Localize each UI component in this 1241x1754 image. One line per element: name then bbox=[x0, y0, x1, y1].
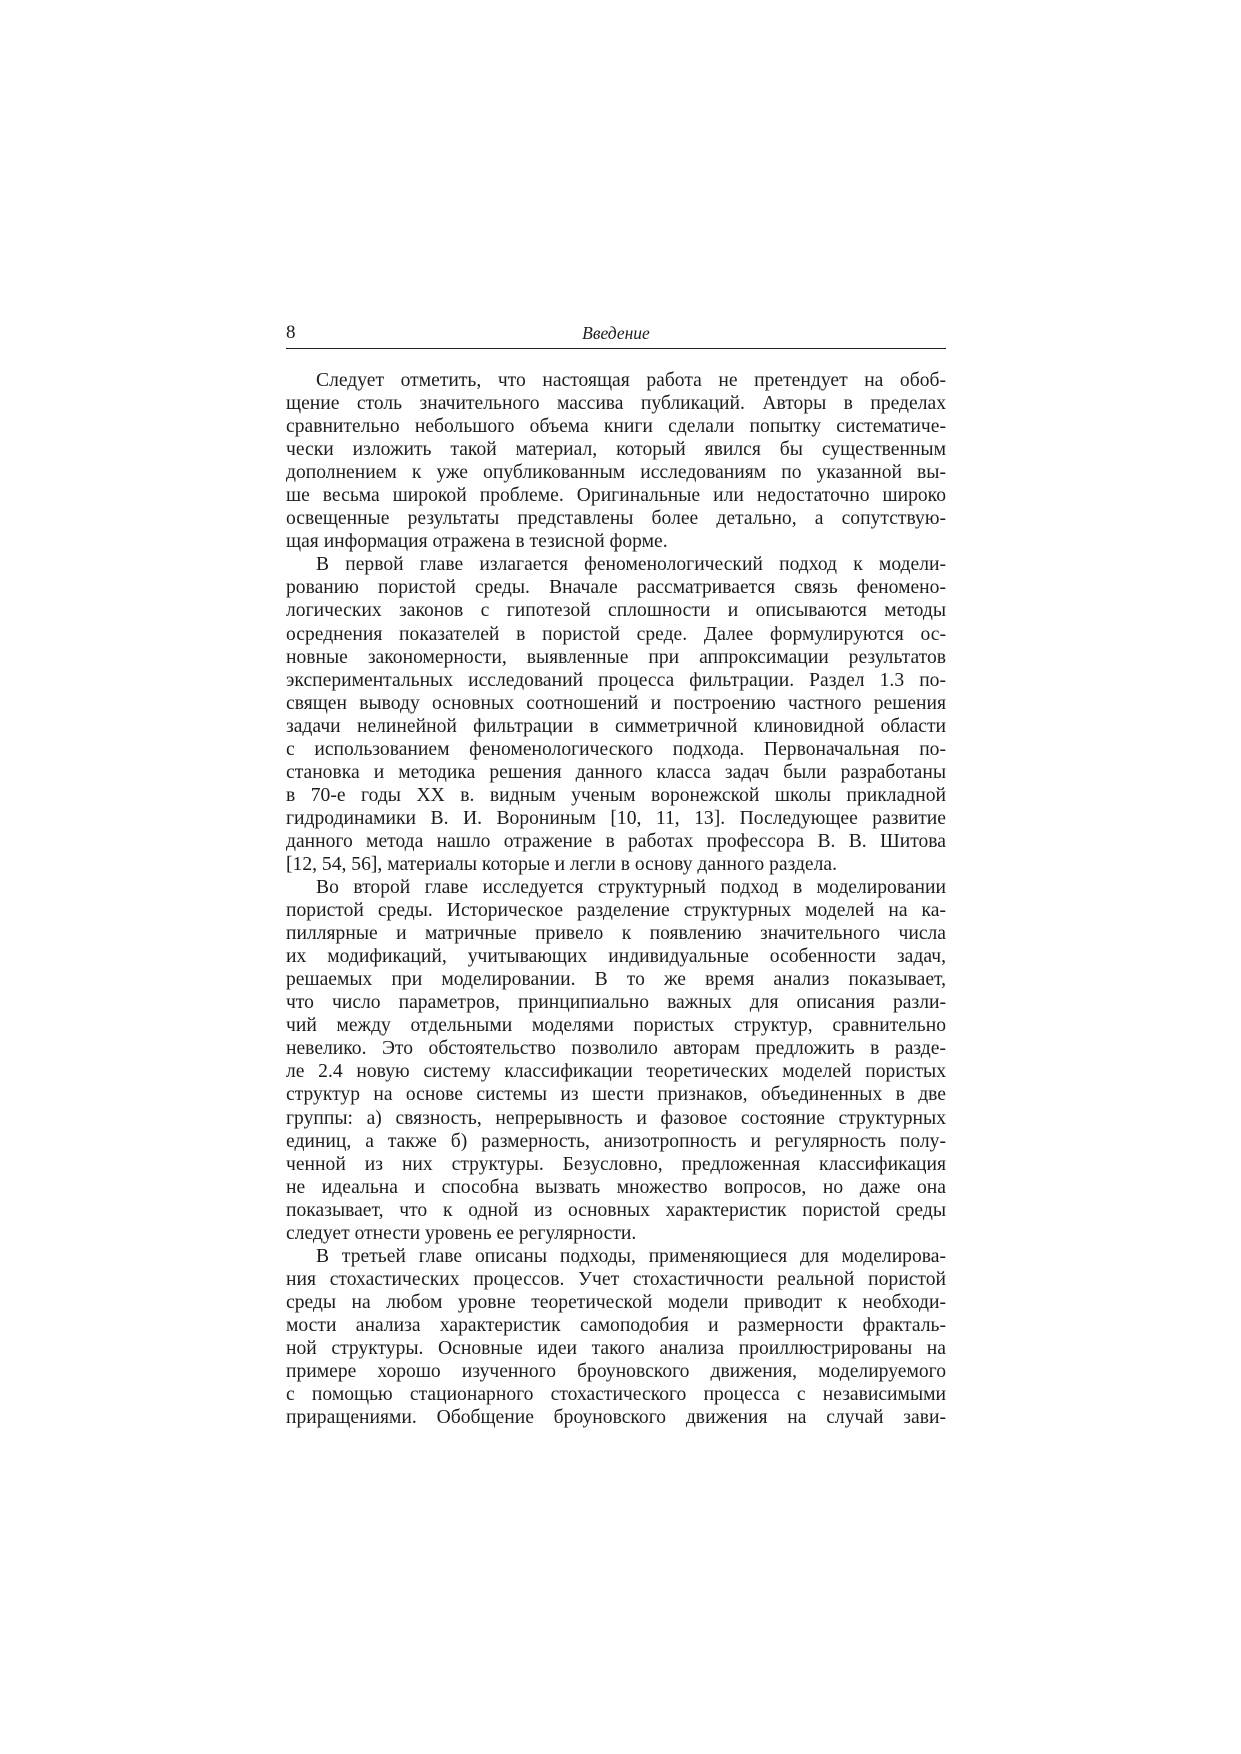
text-line: пиллярные и матричные привело к появлению значительного числа bbox=[286, 923, 946, 945]
text-line: с использованием феноменологического подхода. Первоначальная по- bbox=[286, 738, 946, 760]
text-line: священ выводу основных соотношений и построению частного решения bbox=[286, 692, 946, 714]
text-line: ше весьма широкой проблеме. Оригинальные или недостаточно широко bbox=[286, 485, 946, 507]
text-line: ной структуры. Основные идеи такого анализа проиллюстрированы на bbox=[286, 1337, 946, 1359]
text-line: экспериментальных исследований процесса фильтрации. Раздел 1.3 по- bbox=[286, 669, 946, 691]
text-line: структур на основе системы из шести признаков, объединенных в две bbox=[286, 1084, 946, 1106]
paragraph bbox=[286, 553, 946, 876]
text-line: в 70-е годы XX в. видным ученым воронежской школы прикладной bbox=[286, 784, 946, 806]
text-line: гидродинамики В. И. Ворониным [10, 11, 13]. Последующее развитие bbox=[286, 807, 946, 829]
text-line: ле 2.4 новую систему классификации теоретических моделей пористых bbox=[286, 1061, 946, 1083]
text-line: следует отнести уровень ее регулярности. bbox=[286, 1222, 637, 1244]
text-line: среды на любом уровне теоретической модели приводит к необходи- bbox=[286, 1291, 946, 1313]
text-line: пористой среды. Историческое разделение структурных моделей на ка- bbox=[286, 900, 946, 922]
text-line: сравнительно небольшого объема книги сделали попытку систематиче- bbox=[286, 416, 946, 438]
text-line: мости анализа характеристик самоподобия и размерности фракталь- bbox=[286, 1314, 946, 1336]
text-line: освещенные результаты представлены более детально, а сопутствую- bbox=[286, 508, 946, 530]
paragraph bbox=[286, 876, 946, 1245]
text-line: чески изложить такой материал, который явился бы существенным bbox=[286, 439, 946, 461]
text-line: не идеальна и способна вызвать множество вопросов, но даже она bbox=[286, 1176, 946, 1198]
text-line: единиц, а также б) размерность, анизотропность и регулярность полу- bbox=[286, 1130, 946, 1152]
text-line: задачи нелинейной фильтрации в симметричной клиновидной области bbox=[286, 715, 946, 737]
text-line: решаемых при моделировании. В то же время анализ показывает, bbox=[286, 969, 946, 991]
text-line: Следует отметить, что настоящая работа не претендует на обоб- bbox=[316, 370, 946, 391]
text-line: показывает, что к одной из основных характеристик пористой среды bbox=[286, 1199, 946, 1221]
text-line: ния стохастических процессов. Учет стохастичности реальной пористой bbox=[286, 1268, 946, 1290]
text-line: щая информация отражена в тезисной форме. bbox=[286, 531, 668, 553]
text-line: логических законов с гипотезой сплошности и описываются методы bbox=[286, 600, 946, 622]
text-line: щение столь значительного массива публикаций. Авторы в пределах bbox=[286, 393, 946, 415]
text-line: группы: а) связность, непрерывность и фазовое состояние структурных bbox=[286, 1107, 946, 1129]
text-line: что число параметров, принципиально важных для описания разли- bbox=[286, 992, 946, 1014]
body-text bbox=[286, 369, 946, 1429]
text-line: дополнением к уже опубликованным исследованиям по указанной вы- bbox=[286, 462, 946, 484]
text-line: Во второй главе исследуется структурный подход в моделировании bbox=[316, 877, 946, 899]
text-line: осреднения показателей в пористой среде. Далее формулируются ос- bbox=[286, 623, 946, 645]
text-line: с помощью стационарного стохастического процесса с независимыми bbox=[286, 1384, 946, 1406]
text-line: чий между отдельными моделями пористых структур, сравнительно bbox=[286, 1015, 946, 1037]
text-line: В третьей главе описаны подходы, применяющиеся для моделирова- bbox=[316, 1245, 946, 1267]
text-line: примере хорошо изученного броуновского движения, моделируемого bbox=[286, 1361, 946, 1383]
text-line: ченной из них структуры. Безусловно, предложенная классификация bbox=[286, 1153, 946, 1175]
text-line: [12, 54, 56], материалы которые и легли в основу данного раздела. bbox=[286, 853, 837, 875]
text-line: их модификаций, учитывающих индивидуальные особенности задач, bbox=[286, 946, 946, 968]
page-number: 8 bbox=[286, 322, 296, 343]
running-head bbox=[286, 322, 946, 349]
section-title: Введение bbox=[582, 323, 650, 343]
paragraph bbox=[286, 369, 946, 553]
text-line: новные закономерности, выявленные при аппроксимации результатов bbox=[286, 646, 946, 668]
text-line: рованию пористой среды. Вначале рассматривается связь феномено- bbox=[286, 577, 946, 599]
text-line: приращениями. Обобщение броуновского движения на случай зави- bbox=[286, 1407, 946, 1429]
paragraph bbox=[286, 1245, 946, 1429]
text-line: невелико. Это обстоятельство позволило авторам предложить в разде- bbox=[286, 1038, 946, 1060]
text-line: В первой главе излагается феноменологический подход к модели- bbox=[316, 554, 946, 576]
text-line: становка и методика решения данного класса задач были разработаны bbox=[286, 761, 946, 783]
text-line: данного метода нашло отражение в работах профессора В. В. Шитова bbox=[286, 830, 946, 852]
